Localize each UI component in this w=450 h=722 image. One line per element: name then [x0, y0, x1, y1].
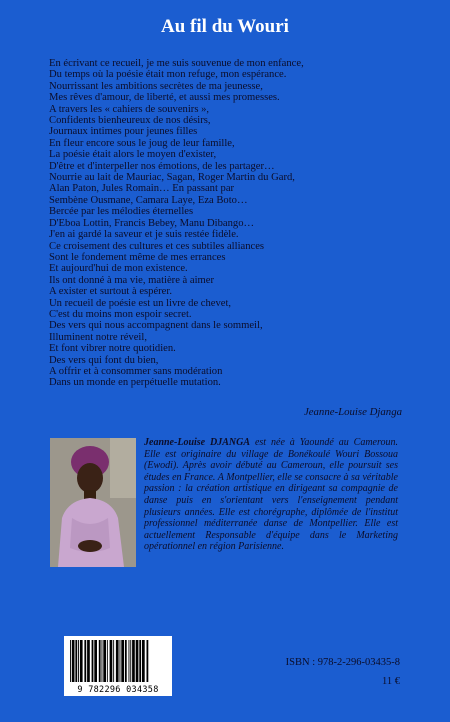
barcode-bars: [64, 636, 172, 686]
barcode-bar: [107, 640, 108, 682]
barcode-bar: [136, 640, 139, 682]
barcode-bar: [116, 640, 119, 682]
barcode-bar: [102, 640, 103, 682]
book-title: Au fil du Wouri: [161, 16, 289, 37]
barcode-digits: 9 782296 034358: [77, 685, 159, 695]
poem-line: Sont le fondement même de mes errances: [49, 251, 226, 263]
poem-line: Ils ont donné à ma vie, matière à aimer: [49, 274, 215, 286]
poem-line: Et font vibrer notre quotidien.: [49, 343, 176, 355]
poem-signature: Jeanne-Louise Djanga: [303, 406, 402, 418]
poem-line: Ce croisement des cultures et ces subtiles alliances: [49, 240, 265, 252]
barcode-bar: [120, 640, 121, 682]
barcode-bar: [121, 640, 124, 682]
poem-line: Nourrie au lait de Mauriac, Sagan, Roger Martin du Gard,: [49, 172, 295, 184]
author-bio-text: est née à Yaoundé au Cameroun. Elle est originaire du village de Bonékoulé Wouri Bossoua (Ewodi). Après avoir débuté au Cameroun, elle poursuit ses études en France. A Montpellier, elle se consacre à sa véritable passion : la création artistique en dirigeant sa compagnie de danse puis en s'orientant vers l'enseignement pendant plusieurs années. Elle est chorégraphe, diplômée de l'institut professionnel méditerranée danse de Montpellier. Elle est actuellement Responsable d'équipe dans le Marketing opérationnel en région Parisienne.: [144, 437, 398, 553]
poem-line: D'Eboa Lottin, Francis Bebey, Manu Dibango…: [49, 217, 255, 229]
poem-line: Du temps où la poésie était mon refuge, mon espérance.: [49, 69, 287, 81]
author-name: Jeanne-Louise DJANGA: [144, 437, 251, 448]
barcode-bar: [129, 640, 130, 682]
poem-line: D'être et d'interpeller nos émotions, de les partager…: [49, 160, 275, 172]
barcode-bar: [87, 640, 90, 682]
poem-line: Des vers qui font du bien,: [49, 354, 159, 366]
poem-line: Alan Paton, Jules Romain… En passant par: [49, 183, 235, 195]
barcode-bar: [139, 640, 141, 682]
barcode-bar: [75, 640, 77, 682]
poem-line: A exister et surtout à espérer.: [49, 286, 172, 298]
barcode-bar: [94, 640, 97, 682]
poem-line: Illuminent notre réveil,: [49, 331, 147, 343]
poem-line: Confidents bienheureux de nos désirs,: [49, 115, 211, 127]
poem-line: A travers les « cahiers de souvenirs »,: [49, 103, 210, 115]
barcode-bar: [99, 640, 101, 682]
barcode-bar: [70, 640, 71, 682]
poem-line: J'en ai gardé la saveur et je suis restée fidèle.: [49, 229, 239, 241]
isbn: ISBN : 978-2-296-03435-8: [285, 657, 400, 668]
price: 11 €: [382, 676, 400, 687]
barcode-bar: [84, 640, 86, 682]
barcode-bar: [80, 640, 83, 682]
poem-line: En écrivant ce recueil, je me suis souvenue de mon enfance,: [49, 58, 304, 69]
poem: [49, 58, 409, 389]
barcode-bar: [130, 640, 131, 682]
poem-line: A offrir et à consommer sans modération: [49, 365, 223, 377]
poem-line: Et aujourd'hui de mon existence.: [49, 263, 188, 275]
author-bio: [50, 437, 398, 569]
barcode-bar: [103, 640, 106, 682]
poem-line: Des vers qui nous accompagnent dans le sommeil,: [49, 320, 263, 332]
barcode-bar: [132, 640, 135, 682]
poem-line: Mes rêves d'amour, de liberté, et aussi mes promesses.: [49, 92, 280, 104]
barcode-bar: [78, 640, 79, 682]
barcode-bar: [72, 640, 75, 682]
barcode-bar: [147, 640, 149, 682]
poem-line: Journaux intimes pour jeunes filles: [49, 126, 198, 138]
barcode-bar: [113, 640, 114, 682]
barcode-bar: [125, 640, 127, 682]
poem-line: En fleur encore sous le joug de leur famille,: [49, 137, 235, 149]
poem-line: Bercée par les mélodies éternelles: [49, 206, 194, 218]
poem-line: La poésie était alors le moyen d'exister,: [49, 149, 217, 161]
barcode-bar: [110, 640, 113, 682]
poem-line: Un recueil de poésie est un livre de chevet,: [49, 297, 232, 309]
poem-line: Dans un monde en perpétuelle mutation.: [49, 377, 221, 389]
poem-line: C'est du moins mon espoir secret.: [49, 308, 192, 320]
barcode: [64, 636, 172, 696]
barcode-bar: [92, 640, 94, 682]
barcode-bar: [142, 640, 145, 682]
poem-line: Nourrissant les ambitions secrètes de ma jeunesse,: [49, 80, 263, 92]
poem-line: Sembène Ousmane, Camara Laye, Eza Boto…: [49, 194, 248, 206]
